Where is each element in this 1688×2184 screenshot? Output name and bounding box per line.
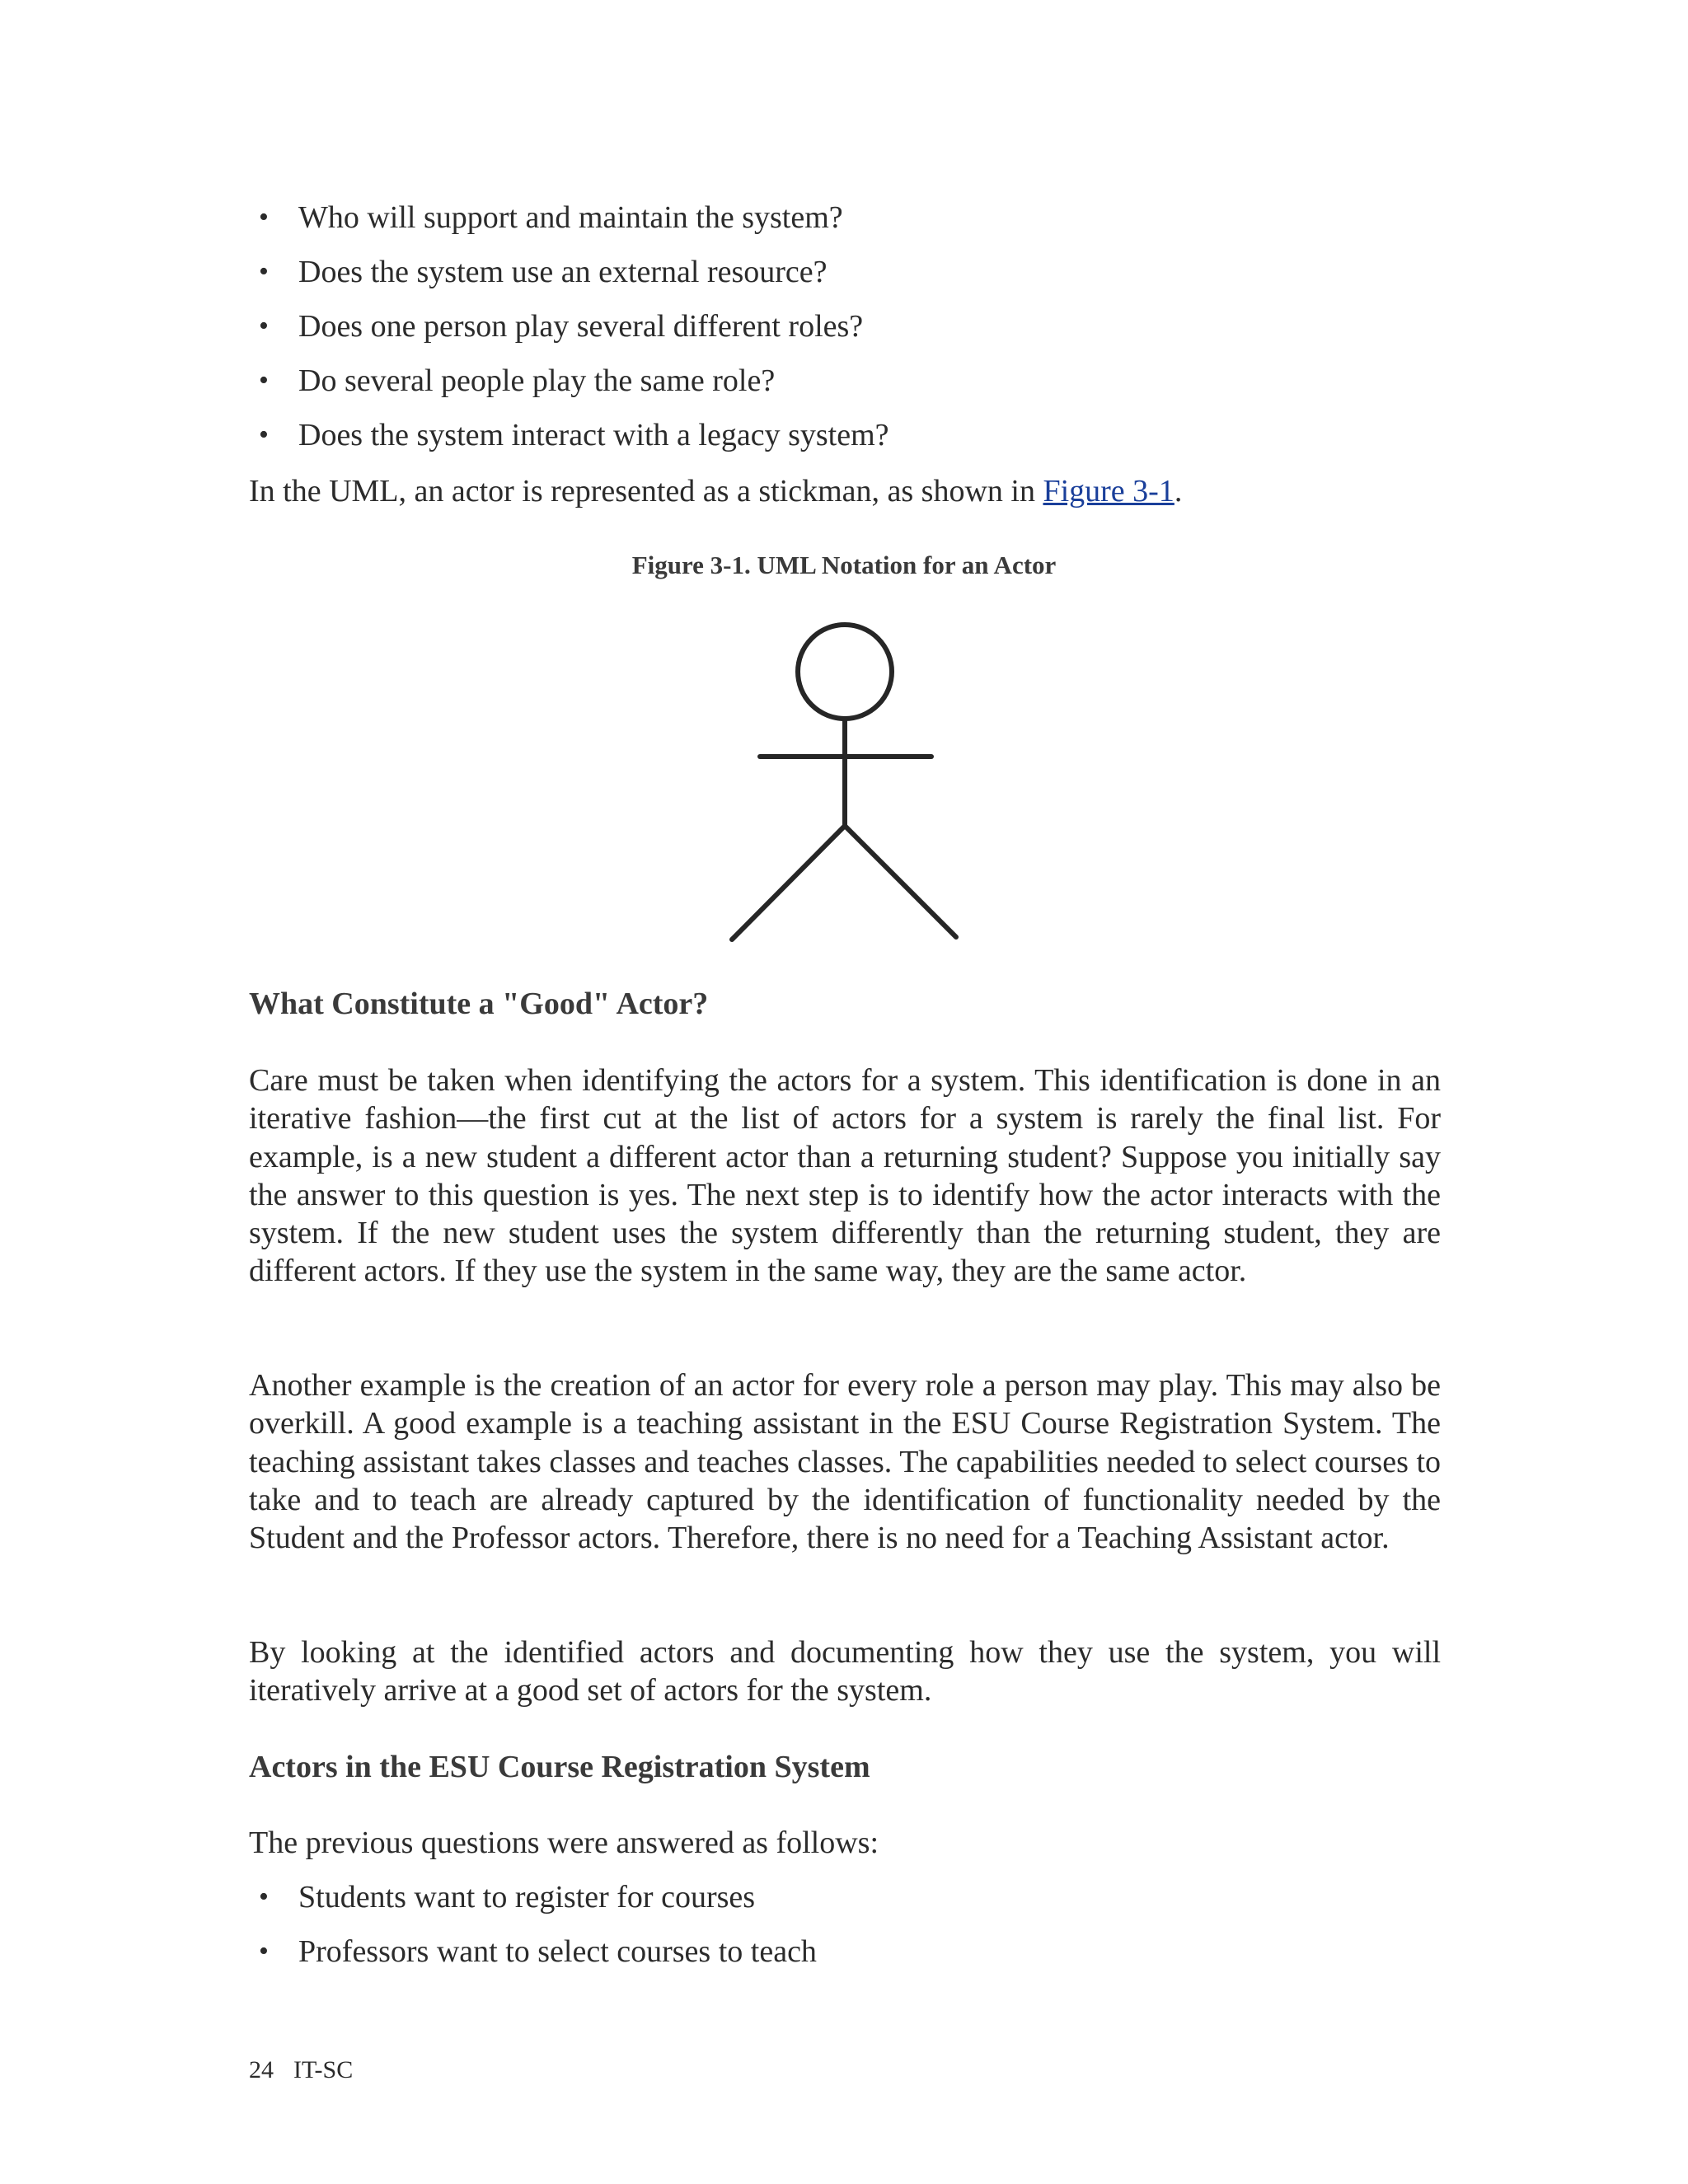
list-item <box>259 417 889 453</box>
list-item <box>259 308 864 344</box>
list-item <box>259 1933 817 1970</box>
figure-3-1-link[interactable]: Figure 3-1 <box>1043 474 1175 509</box>
list-item-text: Professors want to select courses to teach <box>298 1934 817 1969</box>
list-item-text: Does the system interact with a legacy system? <box>298 418 889 452</box>
section-heading-good-actor: What Constitute a "Good" Actor? <box>249 987 709 1021</box>
bullet-icon: • <box>259 1882 269 1912</box>
list-item-text: Who will support and maintain the system? <box>298 200 843 235</box>
bullet-icon: • <box>259 1936 269 1966</box>
stickman-actor-icon <box>725 618 964 944</box>
list-item-text: Do several people play the same role? <box>298 363 776 398</box>
list-item-text: Students want to register for courses <box>298 1880 756 1915</box>
intro-text: In the UML, an actor is represented as a stickman, as shown in <box>249 474 1043 509</box>
footer-label: IT-SC <box>293 2056 354 2083</box>
list-item <box>259 1879 756 1915</box>
list-item-text: Does one person play several different roles? <box>298 309 864 344</box>
intro-text-end: . <box>1174 474 1183 509</box>
intro-sentence <box>249 473 1182 509</box>
list-item <box>259 199 843 236</box>
bullet-icon: • <box>259 256 269 287</box>
list-item-text: Does the system use an external resource? <box>298 255 828 289</box>
figure-caption: Figure 3-1. UML Notation for an Actor <box>631 551 1057 579</box>
paragraph: By looking at the identified actors and documenting how they use the system, you will iteratively arrive at a good set of actors for the system. <box>249 1635 1441 1708</box>
paragraph: Care must be taken when identifying the actors for a system. This identification is done in an iterative fashion—the first cut at the list of actors for a system is rarely the final list. For example, is a new student a different actor than a returning student? Suppose you initially say the answer to this question is yes. The next step is to identify how the actor interacts with the system. If the new student uses the system differently than the returning student, they are different actors. If they use the system in the same way, they are the same actor. <box>249 1063 1441 1289</box>
bullet-icon: • <box>259 202 269 232</box>
list-item <box>259 363 776 399</box>
bullet-icon: • <box>259 311 269 341</box>
paragraph: Another example is the creation of an actor for every role a person may play. This may also be overkill. A good example is a teaching assistant in the ESU Course Registration System. The teaching assistant takes classes and teaches classes. The capabilities needed to select courses to take and to teach are already captured by the identification of functionality needed by the Student and the Professor actors. Therefore, there is no need for a Teaching Assistant actor. <box>249 1368 1441 1556</box>
page-footer <box>249 2055 353 2085</box>
list-item <box>259 254 828 290</box>
bullet-icon: • <box>259 365 269 396</box>
answers-intro: The previous questions were answered as follows: <box>249 1825 879 1860</box>
bullet-icon: • <box>259 419 269 450</box>
section-heading-esu-actors: Actors in the ESU Course Registration System <box>249 1750 870 1784</box>
page-number: 24 <box>249 2056 274 2083</box>
